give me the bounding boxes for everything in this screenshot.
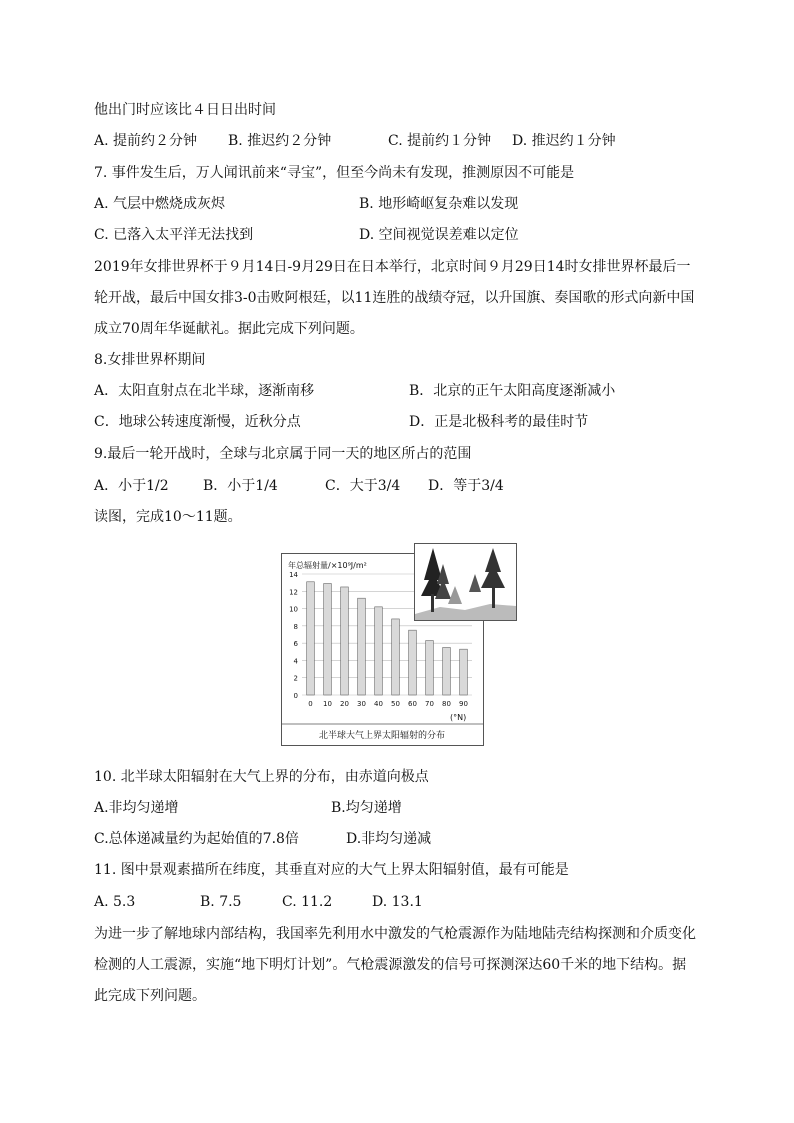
- chart-bar: [324, 584, 332, 695]
- chart-x-tick-label: 10: [323, 700, 332, 708]
- chart-y-tick-label: 6: [293, 640, 298, 649]
- q6-option-b: B. 推迟约２分钟: [228, 133, 332, 149]
- q10-option-c: C.总体递减量约为起始值的7.8倍: [94, 831, 299, 847]
- q11-option-c: C. 11.2: [282, 894, 333, 910]
- question-11: 11. 图中景观素描所在纬度，其垂直对应的大气上界太阳辐射值，最有可能是: [94, 862, 569, 878]
- q10-option-a: A.非均匀递增: [94, 800, 179, 816]
- chart-y-tick-label: 14: [289, 571, 298, 579]
- chart-bar: [443, 647, 451, 695]
- chart-bar: [307, 582, 315, 695]
- chart-bar: [426, 641, 434, 695]
- q7-option-d: D. 空间视觉误差难以定位: [359, 227, 519, 243]
- q9-option-b: B．小于1/4: [203, 478, 278, 494]
- chart-x-tick-label: 70: [425, 700, 434, 708]
- chart-bar: [358, 598, 366, 695]
- chart-y-tick-label: 4: [293, 657, 298, 666]
- q8-option-a: A．太阳直射点在北半球，逐渐南移: [94, 383, 315, 399]
- q8-option-d: D．正是北极科考的最佳时节: [409, 414, 589, 430]
- chart-bar: [392, 619, 400, 695]
- chart-x-tick-label: 20: [340, 700, 349, 708]
- chart-x-tick-label: 0: [308, 700, 313, 708]
- q10-option-b: B.均匀递增: [331, 800, 402, 816]
- q6-option-a: A. 提前约２分钟: [94, 133, 198, 149]
- passage-line: 成立70周年华诞献礼。据此完成下列问题。: [94, 321, 364, 337]
- chart-x-tick-label: 90: [459, 700, 468, 708]
- q11-option-d: D. 13.1: [372, 894, 423, 910]
- chart-x-tick-label: 60: [408, 700, 417, 708]
- chart-bar: [409, 630, 417, 695]
- q8-option-b: B．北京的正午太阳高度逐渐减小: [409, 383, 616, 399]
- passage-line: 2019年女排世界杯于９月14日-9月29日在日本举行，北京时间９月29日14时女排世界杯最后一: [94, 259, 691, 275]
- chart-bar: [375, 607, 383, 695]
- chart-title: 北半球大气上界太阳辐射的分布: [318, 731, 446, 741]
- q11-option-a: A. 5.3: [94, 894, 136, 910]
- figure-intro: 读图，完成10～11题。: [94, 509, 242, 525]
- q7-option-b: B. 地形崎岖复杂难以发现: [359, 196, 519, 212]
- q9-option-a: A．小于1/2: [94, 478, 169, 494]
- text-line: 他出门时应该比４日日出时间: [94, 102, 276, 118]
- passage-line: 轮开战，最后中国女排3-0击败阿根廷，以11连胜的战绩夺冠，以升国旗、奏国歌的形式向新中国: [94, 290, 695, 306]
- chart-x-tick-label: 50: [391, 700, 400, 708]
- q6-option-d: D. 推迟约１分钟: [512, 133, 616, 149]
- chart-y-tick-label: 2: [293, 674, 298, 683]
- q11-option-b: B. 7.5: [200, 894, 242, 910]
- q9-option-d: D．等于3/4: [428, 478, 504, 494]
- question-8: 8.女排世界杯期间: [94, 352, 206, 368]
- chart-bar: [460, 649, 468, 695]
- q7-option-a: A. 气层中燃烧成灰烬: [94, 196, 226, 212]
- forest-sketch-image: [414, 543, 517, 621]
- chart-x-tick-label: 80: [442, 700, 451, 708]
- chart-y-tick-label: 12: [289, 588, 298, 597]
- q7-option-c: C. 已落入太平洋无法找到: [94, 227, 254, 243]
- q8-option-c: C．地球公转速度渐慢，近秋分点: [94, 414, 301, 430]
- chart-y-axis-label: 年总辐射量/×10⁹J/m²: [288, 561, 367, 570]
- passage-line: 此完成下列问题。: [94, 988, 206, 1004]
- question-10: 10. 北半球太阳辐射在大气上界的分布，由赤道向极点: [94, 769, 429, 785]
- chart-y-tick-label: 0: [293, 692, 298, 700]
- chart-y-tick-label: 10: [289, 605, 298, 614]
- chart-x-tick-label: 40: [374, 700, 383, 708]
- passage-line: 检测的人工震源，实施“地下明灯计划”。气枪震源激发的信号可探测深达60千米的地下结构。据: [94, 957, 687, 973]
- q6-option-c: C. 提前约１分钟: [388, 133, 492, 149]
- q10-option-d: D.非均匀递减: [346, 831, 432, 847]
- chart-bar: [341, 587, 349, 695]
- question-7: 7. 事件发生后，万人闻讯前来“寻宝”，但至今尚未有发现，推测原因不可能是: [94, 165, 575, 181]
- q9-option-c: C．大于3/4: [325, 478, 401, 494]
- forest-sketch-illustration: [415, 544, 516, 620]
- chart-x-tick-label: 30: [357, 700, 366, 708]
- chart-y-tick-label: 8: [293, 622, 298, 631]
- question-9: 9.最后一轮开战时，全球与北京属于同一天的地区所占的范围: [94, 446, 472, 462]
- passage-line: 为进一步了解地球内部结构，我国率先利用水中激发的气枪震源作为陆地陆壳结构探测和介质变化: [94, 926, 696, 942]
- chart-x-unit-label: (°N): [450, 713, 467, 722]
